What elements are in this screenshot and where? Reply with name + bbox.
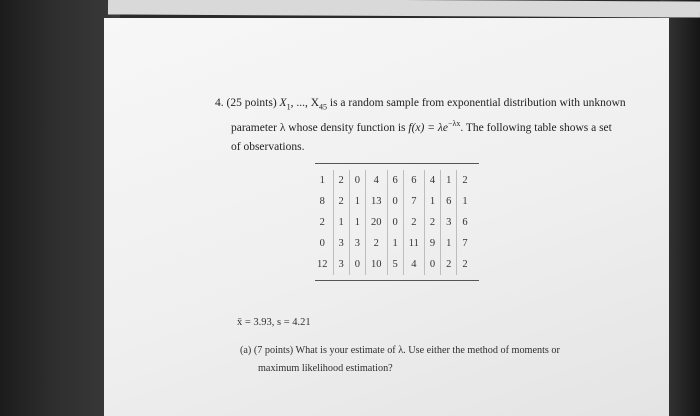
table-cell: 2 [333,170,349,191]
document-page [104,18,669,416]
table-cell: 3 [349,233,365,254]
table-cell: 2 [457,254,473,275]
table-cell: 1 [333,212,349,233]
table-cell: 7 [403,191,424,212]
table-row [312,191,473,212]
question-line-3: of observations. [231,141,305,153]
table-cell: 0 [349,170,365,191]
table-cell: 1 [387,233,403,254]
table-cell: 6 [403,170,424,191]
table-cell: 6 [457,212,473,233]
table-cell: 7 [457,233,473,254]
table-cell: 13 [366,191,388,212]
table-cell: 1 [424,191,440,212]
table-cell: 1 [349,191,365,212]
table-cell: 6 [441,191,457,212]
table-cell: 2 [424,212,440,233]
table-top-rule [315,163,479,164]
table-cell: 2 [403,212,424,233]
table-row [312,233,473,254]
table-cell: 0 [387,191,403,212]
table-cell: 2 [319,217,325,228]
table-cell: 2 [366,233,388,254]
table-cell: 5 [387,254,403,275]
table-cell: 11 [403,233,424,254]
table-cell: 20 [366,212,388,233]
table-cell: 6 [387,170,403,191]
table-cell: 2 [333,191,349,212]
question-line-1: 4. (25 points) $X_1$, ..., $X_{45}$ is a random sample from exponential distribution with unknown [215,97,626,112]
table-cell: 3 [441,212,457,233]
table-cell: 0 [424,254,440,275]
table-cell: 3 [333,233,349,254]
table-cell: 1 [319,175,325,186]
observations-table [312,170,473,275]
table-cell: 0 [349,254,365,275]
table-cell: 0 [387,212,403,233]
table-cell: 1 [349,212,365,233]
table-cell: 1 [441,170,457,191]
table-cell: 12 [317,259,328,270]
table-cell: 3 [333,254,349,275]
table-cell: 9 [424,233,440,254]
table-cell: 1 [457,191,473,212]
table-cell: 10 [366,254,388,275]
table-cell: 1 [441,233,457,254]
table-cell: 0 [319,238,325,249]
table-bottom-rule [315,280,479,281]
background-left [0,0,120,416]
part-a-line-1: (a) (7 points) What is your estimate of λ. Use either the method of moments or [240,345,560,356]
part-a-line-2: maximum likelihood estimation? [258,363,393,374]
question-line-2: parameter λ whose density function is $f(x) = \lambda e^{-\lambda x}$. The following table shows a set [231,119,612,134]
table-row [312,212,473,233]
table-cell: 2 [457,170,473,191]
table-cell: 4 [366,170,388,191]
paper-top-edge [108,0,700,18]
table-row [312,254,473,275]
table-cell: 4 [424,170,440,191]
table-cell: 8 [319,196,325,207]
table-row [312,170,473,191]
sample-statistics: x̄ = 3.93, s = 4.21 [237,317,311,328]
table-cell: 2 [441,254,457,275]
table-cell: 4 [403,254,424,275]
